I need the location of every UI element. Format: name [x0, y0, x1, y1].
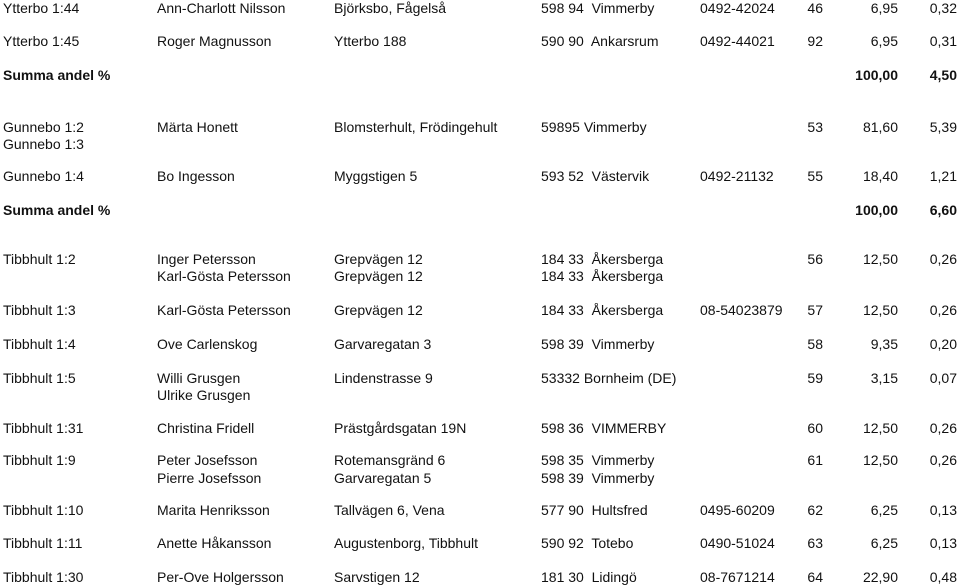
postal-cell: 598 35 Vimmerby	[541, 452, 655, 468]
phone-cell: 0492-42024	[700, 0, 775, 16]
nr-cell: 53	[807, 119, 823, 135]
value-cell: 0,26	[929, 452, 957, 468]
nr-cell: 57	[807, 302, 823, 318]
property-cell: Summa andel %	[3, 202, 111, 218]
summary-row	[0, 67, 960, 84]
andel-cell: 12,50	[862, 251, 898, 267]
value-cell: 5,39	[929, 119, 957, 135]
name-cell: Ann-Charlott Nilsson	[157, 0, 286, 16]
property-cell: Tibbhult 1:11	[3, 535, 83, 551]
table-row	[0, 420, 960, 437]
table-row	[0, 136, 960, 153]
property-cell: Tibbhult 1:31	[3, 420, 84, 436]
andel-cell: 100,00	[855, 202, 898, 218]
andel-cell: 6,25	[870, 535, 898, 551]
postal-cell: 598 39 Vimmerby	[541, 470, 655, 486]
andel-cell: 6,95	[870, 33, 898, 49]
name-cell: Inger Petersson	[157, 251, 256, 267]
value-cell: 0,26	[929, 302, 957, 318]
name-cell: Marita Henriksson	[157, 502, 270, 518]
property-cell: Tibbhult 1:2	[3, 251, 76, 267]
andel-cell: 22,90	[862, 569, 898, 585]
address-cell: Björksbo, Fågelså	[334, 0, 447, 16]
phone-cell: 08-54023879	[700, 302, 783, 318]
address-cell: Ytterbo 188	[334, 33, 407, 49]
nr-cell: 60	[807, 420, 823, 436]
property-cell: Tibbhult 1:3	[3, 302, 76, 318]
nr-cell: 92	[807, 33, 823, 49]
property-cell: Tibbhult 1:9	[3, 452, 76, 468]
nr-cell: 58	[807, 336, 823, 352]
name-cell: Christina Fridell	[157, 420, 255, 436]
property-cell: Ytterbo 1:44	[3, 0, 80, 16]
nr-cell: 64	[807, 569, 823, 585]
table-row	[0, 370, 960, 387]
table-row	[0, 251, 960, 268]
summary-row	[0, 202, 960, 219]
table-row	[0, 535, 960, 552]
phone-cell: 0492-21132	[700, 168, 774, 184]
table-row	[0, 569, 960, 586]
value-cell: 0,13	[929, 502, 957, 518]
nr-cell: 46	[807, 0, 823, 16]
property-cell: Tibbhult 1:30	[3, 569, 84, 585]
nr-cell: 59	[807, 370, 823, 386]
table-row	[0, 0, 960, 17]
name-cell: Ulrike Grusgen	[157, 387, 251, 403]
address-cell: Garvaregatan 3	[334, 336, 432, 352]
value-cell: 0,31	[929, 33, 957, 49]
address-cell: Prästgårdsgatan 19N	[334, 420, 467, 436]
postal-cell: 184 33 Åkersberga	[541, 268, 664, 284]
postal-cell: 53332 Bornheim (DE)	[541, 370, 677, 386]
name-cell: Karl-Gösta Petersson	[157, 302, 291, 318]
andel-cell: 18,40	[862, 168, 898, 184]
andel-cell: 9,35	[870, 336, 898, 352]
table-row	[0, 502, 960, 519]
andel-cell: 6,95	[870, 0, 898, 16]
table-row	[0, 119, 960, 136]
address-cell: Grepvägen 12	[334, 251, 423, 267]
value-cell: 0,20	[929, 336, 957, 352]
address-cell: Blomsterhult, Frödingehult	[334, 119, 498, 135]
nr-cell: 62	[807, 502, 823, 518]
table-row	[0, 470, 960, 487]
andel-cell: 12,50	[862, 302, 898, 318]
name-cell: Anette Håkansson	[157, 535, 272, 551]
nr-cell: 63	[807, 535, 823, 551]
postal-cell: 184 33 Åkersberga	[541, 302, 664, 318]
property-cell: Tibbhult 1:5	[3, 370, 76, 386]
address-cell: Augustenborg, Tibbhult	[334, 535, 478, 551]
table-row	[0, 302, 960, 319]
postal-cell: 598 36 VIMMERBY	[541, 420, 667, 436]
nr-cell: 56	[807, 251, 823, 267]
andel-cell: 6,25	[870, 502, 898, 518]
address-cell: Grepvägen 12	[334, 302, 423, 318]
property-cell: Ytterbo 1:45	[3, 33, 80, 49]
name-cell: Roger Magnusson	[157, 33, 272, 49]
value-cell: 0,26	[929, 420, 957, 436]
name-cell: Märta Honett	[157, 119, 238, 135]
table-row	[0, 387, 960, 404]
value-cell: 6,60	[929, 202, 957, 218]
postal-cell: 577 90 Hultsfred	[541, 502, 648, 518]
nr-cell: 55	[807, 168, 823, 184]
phone-cell: 0490-51024	[700, 535, 775, 551]
property-cell: Gunnebo 1:3	[3, 136, 84, 152]
address-cell: Garvaregatan 5	[334, 470, 432, 486]
postal-cell: 598 94 Vimmerby	[541, 0, 655, 16]
andel-cell: 12,50	[862, 452, 898, 468]
value-cell: 0,48	[929, 569, 957, 585]
value-cell: 0,26	[929, 251, 957, 267]
phone-cell: 08-7671214	[700, 569, 775, 585]
phone-cell: 0492-44021	[700, 33, 775, 49]
postal-cell: 181 30 Lidingö	[541, 569, 637, 585]
postal-cell: 590 92 Totebo	[541, 535, 634, 551]
andel-cell: 100,00	[855, 67, 898, 83]
property-cell: Tibbhult 1:10	[3, 502, 84, 518]
name-cell: Pierre Josefsson	[157, 470, 262, 486]
address-cell: Grepvägen 12	[334, 268, 423, 284]
table-row	[0, 336, 960, 353]
address-cell: Tallvägen 6, Vena	[334, 502, 445, 518]
address-cell: Sarvstigen 12	[334, 569, 420, 585]
table-row	[0, 268, 960, 285]
property-cell: Summa andel %	[3, 67, 111, 83]
table-row	[0, 168, 960, 185]
table-row	[0, 33, 960, 50]
property-cell: Tibbhult 1:4	[3, 336, 76, 352]
value-cell: 0,32	[929, 0, 957, 16]
postal-cell: 184 33 Åkersberga	[541, 251, 664, 267]
name-cell: Bo Ingesson	[157, 168, 235, 184]
postal-cell: 59895 Vimmerby	[541, 119, 647, 135]
name-cell: Peter Josefsson	[157, 452, 258, 468]
name-cell: Karl-Gösta Petersson	[157, 268, 291, 284]
value-cell: 1,21	[929, 168, 957, 184]
address-cell: Lindenstrasse 9	[334, 370, 433, 386]
value-cell: 0,13	[929, 535, 957, 551]
table-row	[0, 452, 960, 469]
name-cell: Ove Carlenskog	[157, 336, 258, 352]
address-cell: Myggstigen 5	[334, 168, 418, 184]
postal-cell: 593 52 Västervik	[541, 168, 650, 184]
property-cell: Gunnebo 1:4	[3, 168, 84, 184]
andel-cell: 81,60	[862, 119, 898, 135]
postal-cell: 590 90 Ankarsrum	[541, 33, 659, 49]
nr-cell: 61	[807, 452, 823, 468]
address-cell: Rotemansgränd 6	[334, 452, 446, 468]
phone-cell: 0495-60209	[700, 502, 775, 518]
name-cell: Willi Grusgen	[157, 370, 241, 386]
andel-cell: 3,15	[870, 370, 898, 386]
value-cell: 4,50	[929, 67, 957, 83]
andel-cell: 12,50	[862, 420, 898, 436]
name-cell: Per-Ove Holgersson	[157, 569, 284, 585]
property-cell: Gunnebo 1:2	[3, 119, 84, 135]
postal-cell: 598 39 Vimmerby	[541, 336, 655, 352]
value-cell: 0,07	[929, 370, 957, 386]
